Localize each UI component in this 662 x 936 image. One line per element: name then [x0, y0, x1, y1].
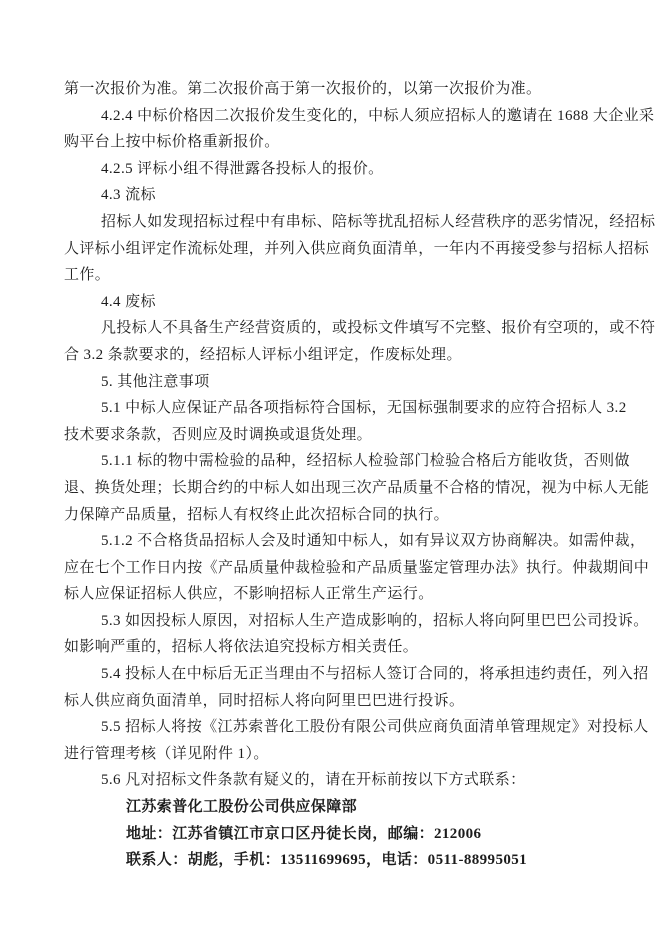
clause-4-3-text: 招标人如发现招标过程中有串标、陪标等扰乱招标人经营秩序的恶劣情况，经招标: [101, 213, 656, 230]
clause-4-4-text: 凡投标人不具备生产经营资质的，或投标文件填写不完整、报价有空项的，或不符: [101, 320, 656, 337]
clause-5-1-2: 5.1.2 不合格货品招标人会及时通知中标人，如有异议双方协商解决。如需仲裁，: [101, 533, 646, 550]
contact-address: 地址：江苏省镇江市京口区丹徒长岗，邮编：212006: [126, 825, 482, 842]
heading-4-4: 4.4 废标: [101, 293, 156, 310]
clause-4-2-4-cont: 购平台上按中标价格重新报价。: [64, 134, 280, 151]
clause-4-2-5: 4.2.5 评标小组不得泄露各投标人的报价。: [101, 160, 384, 177]
clause-5-6: 5.6 凡对招标文件条款有疑义的，请在开标前按以下方式联系：: [101, 772, 526, 789]
clause-5-1-1-cont: 退、换货处理；长期合约的中标人如出现三次产品质量不合格的情况，视为中标人无能: [64, 479, 650, 496]
clause-4-3-text-cont: 人评标小组评定作流标处理，并列入供应商负面清单，一年内不再接受参与招标人招标: [64, 240, 650, 257]
clause-5-5: 5.5 招标人将按《江苏索普化工股份有限公司供应商负面清单管理规定》对投标人: [101, 719, 649, 736]
clause-5-5-cont: 进行管理考核（详见附件 1）。: [64, 745, 269, 762]
clause-5-4-cont: 标人供应商负面清单，同时招标人将向阿里巴巴进行投诉。: [64, 692, 465, 709]
clause-5-1-2-cont2: 标人应保证招标人供应，不影响招标人正常生产运行。: [64, 586, 434, 603]
clause-continuation: 第一次报价为准。第二次报价高于第一次报价的，以第一次报价为准。: [64, 81, 542, 97]
clause-5-1-cont: 技术要求条款，否则应及时调换或退货处理。: [64, 426, 373, 443]
clause-5-1-1-cont2: 力保障产品质量，招标人有权终止此次招标合同的执行。: [64, 506, 450, 523]
clause-4-3-text-cont2: 工作。: [64, 267, 111, 284]
contact-department: 江苏索普化工股份公司供应保障部: [126, 799, 358, 816]
clause-5-1: 5.1 中标人应保证产品各项指标符合国标，无国标强制要求的应符合招标人 3.2: [101, 400, 627, 417]
heading-5: 5. 其他注意事项: [101, 373, 210, 390]
contact-person: 联系人：胡彪，手机：13511699695，电话：0511-88995051: [126, 852, 528, 869]
heading-4-3: 4.3 流标: [101, 187, 156, 204]
document-body: [64, 76, 656, 874]
clause-4-2-4: 4.2.4 中标价格因二次报价发生变化的，中标人须应招标人的邀请在 1688 大企业采: [101, 107, 655, 124]
clause-4-4-text-cont: 合 3.2 条款要求的，经招标人评标小组评定，作废标处理。: [64, 346, 462, 363]
clause-5-3-cont: 如影响严重的，招标人将依法追究投标方相关责任。: [64, 639, 419, 656]
clause-5-4: 5.4 投标人在中标后无正当理由不与招标人签订合同的，将承担违约责任，列入招: [101, 666, 649, 683]
clause-5-1-1: 5.1.1 标的物中需检验的品种，经招标人检验部门检验合格后方能收货，否则做: [101, 453, 630, 470]
clause-5-3: 5.3 如因投标人原因，对招标人生产造成影响的，招标人将向阿里巴巴公司投诉。: [101, 612, 649, 629]
clause-5-1-2-cont: 应在七个工作日内按《产品质量仲裁检验和产品质量鉴定管理办法》执行。仲裁期间中: [64, 559, 650, 576]
